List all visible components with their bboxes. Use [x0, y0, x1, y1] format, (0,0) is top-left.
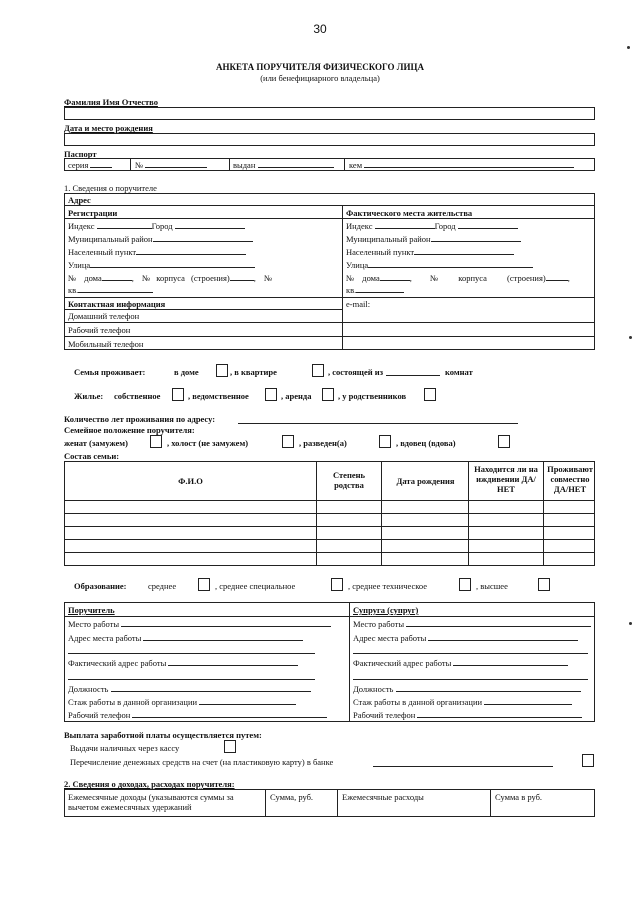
passport-by-label: кем — [349, 160, 363, 170]
married-checkbox[interactable] — [150, 435, 162, 448]
rooms-count-field[interactable] — [386, 368, 440, 376]
reg-city-label: Город — [151, 221, 173, 231]
reg-district-label: Муниципальный район — [68, 234, 153, 244]
education-secondary: среднее — [148, 581, 177, 591]
edu-higher-checkbox[interactable] — [538, 578, 550, 591]
reg-index-field[interactable] — [97, 221, 152, 229]
family-col-fio: Ф.И.О — [178, 476, 203, 486]
act-district-label: Муниципальный район — [346, 234, 431, 244]
act-kv-label: кв. — [346, 285, 357, 295]
passport-row — [64, 158, 595, 171]
income-col-sum-rub: Сумма в руб. — [495, 792, 543, 802]
act-district-field[interactable] — [431, 234, 521, 242]
scan-dot — [627, 46, 630, 49]
scan-dot-2 — [629, 336, 632, 339]
family-col-birth: Дата рождения — [396, 476, 455, 486]
registration-heading: Регистрации — [68, 208, 118, 218]
form-subtitle: (или бенефициарного владельца) — [260, 73, 380, 83]
family-lives-label: Семья проживает: — [74, 367, 146, 377]
actual-address-heading: Фактического места жительства — [346, 208, 473, 218]
edu-secondary-checkbox[interactable] — [198, 578, 210, 591]
years-label: Количество лет проживания по адресу: — [64, 414, 216, 424]
g-position-field[interactable] — [111, 684, 311, 692]
income-col-monthly: Ежемесячные доходы (указываются суммы за вычетом ежемесячных удержаний — [68, 792, 234, 812]
education-technical: , среднее техническое — [348, 581, 428, 591]
table-row — [65, 526, 594, 527]
salary-transfer: Перечисление денежных средств на счет (на пластиковую карту) в банке — [70, 757, 334, 767]
s-place-field[interactable] — [406, 619, 591, 627]
salary-transfer-checkbox[interactable] — [582, 754, 594, 767]
passport-series-field[interactable] — [68, 160, 112, 170]
passport-series-label: серия — [68, 160, 89, 170]
address-label: Адрес — [68, 195, 91, 205]
reg-city-field[interactable] — [175, 221, 245, 229]
reg-index-label: Индекс — [68, 221, 95, 231]
mobile-phone-label: Мобильный телефон — [68, 339, 144, 349]
housing-relatives: , у родственников — [338, 391, 407, 401]
s-actual-field[interactable] — [453, 658, 568, 666]
reg-street-field[interactable] — [90, 260, 255, 268]
education-higher: , высшее — [476, 581, 508, 591]
act-no-label: № — [346, 273, 355, 283]
s-address-field[interactable] — [428, 633, 578, 641]
s-position-label: Должность — [353, 684, 394, 694]
widowed-checkbox[interactable] — [498, 435, 510, 448]
reg-kv-label: кв. — [68, 285, 79, 295]
single-checkbox[interactable] — [282, 435, 294, 448]
g-place-label: Место работы — [68, 619, 120, 629]
housing-own-checkbox[interactable] — [172, 388, 184, 401]
table-row — [65, 552, 594, 553]
reg-house-label: дома — [84, 273, 102, 283]
act-settlement-field[interactable] — [414, 247, 514, 255]
scan-dot-3 — [629, 622, 632, 625]
s-phone-label: Рабочий телефон — [353, 710, 416, 720]
family-lives-house: в доме — [174, 367, 199, 377]
reg-korpus-label: корпуса — [156, 273, 185, 283]
reg-settlement-field[interactable] — [136, 247, 246, 255]
years-field[interactable] — [238, 416, 518, 424]
g-address-field-2[interactable] — [68, 646, 315, 654]
s-place-label: Место работы — [353, 619, 405, 629]
passport-issued-field[interactable] — [233, 160, 334, 170]
table-row — [65, 513, 594, 514]
passport-issued-label: выдан — [233, 160, 256, 170]
edu-special-checkbox[interactable] — [331, 578, 343, 591]
s-actual-label: Фактический адрес работы — [353, 658, 452, 668]
housing-rent: , аренда — [281, 391, 312, 401]
education-label: Образование: — [74, 581, 127, 591]
page-number: 30 — [313, 22, 327, 36]
g-tenure-field[interactable] — [199, 697, 296, 705]
housing-relatives-checkbox[interactable] — [424, 388, 436, 401]
marital-widowed: , вдовец (вдова) — [396, 438, 456, 448]
work-table — [64, 602, 595, 722]
g-actual-field-2[interactable] — [68, 672, 315, 680]
g-phone-field[interactable] — [132, 710, 327, 718]
housing-rent-checkbox[interactable] — [322, 388, 334, 401]
family-lives-consisting: , состоящей из — [328, 367, 384, 377]
marital-married: женат (замужем) — [64, 438, 128, 448]
income-table — [64, 789, 595, 817]
act-no2-label: № — [430, 273, 439, 283]
reg-no3-label: № — [263, 273, 273, 283]
act-city-field[interactable] — [458, 221, 518, 229]
fio-label: Фамилия Имя Отчество — [64, 97, 158, 107]
housing-own: собственное — [114, 391, 161, 401]
family-label: Состав семьи: — [64, 451, 120, 461]
marital-single: , холост (не замужем) — [167, 438, 249, 448]
guarantor-info-table: Адрес Регистрации Фактического места жительства Индекс Город Муниципальный район Населенный пункт Улица № дома , № корпуса (строения) , № кв. Индекс Город Муниципальный район Населенный пункт Улица № дома , № корпуса (строения) , кв. Контактная информация e-mail: Домашний телефон Рабочий телефон Мобильный телефон — [64, 193, 595, 350]
act-city-label: Город — [434, 221, 456, 231]
salary-cash-checkbox[interactable] — [224, 740, 236, 753]
table-row — [65, 539, 594, 540]
salary-label: Выплата заработной платы осуществляется путем: — [64, 730, 262, 740]
reg-no-label: № — [68, 273, 77, 283]
form-title: АНКЕТА ПОРУЧИТЕЛЯ ФИЗИЧЕСКОГО ЛИЦА — [215, 62, 424, 72]
income-col-expenses: Ежемесячные расходы — [342, 792, 424, 802]
education-special: , среднее специальное — [215, 581, 296, 591]
family-col-together: Проживают совместно ДА/НЕТ — [547, 464, 593, 494]
g-actual-field[interactable] — [168, 658, 298, 666]
s-address-field-2[interactable] — [353, 646, 588, 654]
g-place-field[interactable] — [121, 619, 331, 627]
act-stroenie-label: (строения) — [507, 273, 546, 283]
birth-field[interactable] — [64, 133, 595, 146]
s-position-field[interactable] — [396, 684, 581, 692]
housing-label: Жилье: — [74, 391, 104, 401]
work-spouse-heading: Супруга (супруг) — [353, 605, 419, 615]
reg-no2-label: № — [142, 273, 151, 283]
act-korpus-label: корпуса — [458, 273, 487, 283]
divorced-checkbox[interactable] — [379, 435, 391, 448]
passport-number-label: № — [135, 160, 144, 170]
act-settlement-label: Населенный пункт — [346, 247, 415, 257]
work-phone-label: Рабочий телефон — [68, 325, 131, 335]
act-house-field[interactable] — [380, 273, 410, 281]
section-1-heading: 1. Сведения о поручителе — [64, 183, 157, 193]
salary-cash: Выдачи наличных через кассу — [70, 743, 180, 753]
g-address-field[interactable] — [143, 633, 303, 641]
family-col-degree: Степень родства — [332, 470, 366, 490]
s-actual-field-2[interactable] — [353, 672, 588, 680]
birth-label: Дата и место рождения — [64, 123, 153, 133]
family-table — [64, 461, 595, 566]
act-street-field[interactable] — [368, 260, 533, 268]
reg-district-field[interactable] — [153, 234, 253, 242]
family-apartment-checkbox[interactable] — [312, 364, 324, 377]
act-index-label: Индекс — [346, 221, 373, 231]
family-lives-apartment: , в квартире — [230, 367, 277, 377]
reg-street-label: Улица — [68, 260, 91, 270]
s-phone-field[interactable] — [417, 710, 582, 718]
act-kv-field[interactable] — [356, 285, 404, 293]
reg-stroenie-label: (строения) — [191, 273, 230, 283]
marital-divorced: , разведен(а) — [299, 438, 347, 448]
act-korpus-field[interactable] — [546, 273, 568, 281]
family-house-checkbox[interactable] — [216, 364, 228, 377]
reg-korpus-field[interactable] — [230, 273, 254, 281]
housing-dept: , ведомственное — [188, 391, 249, 401]
email-label: e-mail: — [346, 299, 371, 309]
home-phone-label: Домашний телефон — [68, 311, 140, 321]
work-guarantor-heading: Поручитель — [68, 605, 115, 615]
reg-kv-field[interactable] — [78, 285, 153, 293]
g-tenure-label: Стаж работы в данной организации — [68, 697, 198, 707]
s-tenure-label: Стаж работы в данной организации — [353, 697, 483, 707]
passport-by-field[interactable] — [349, 160, 574, 170]
s-tenure-field[interactable] — [484, 697, 572, 705]
g-address-label: Адрес места работы — [68, 633, 142, 643]
contact-heading: Контактная информация — [68, 299, 166, 309]
marital-label: Семейное положение поручителя: — [64, 425, 195, 435]
passport-label: Паспорт — [64, 149, 97, 159]
act-street-label: Улица — [346, 260, 369, 270]
reg-settlement-label: Населенный пункт — [68, 247, 137, 257]
g-actual-label: Фактический адрес работы — [68, 658, 167, 668]
s-address-label: Адрес места работы — [353, 633, 427, 643]
family-lives-rooms: комнат — [445, 367, 473, 377]
reg-house-field[interactable] — [102, 273, 132, 281]
income-heading: 2. Сведения о доходах, расходах поручителя: — [64, 779, 235, 789]
g-position-label: Должность — [68, 684, 109, 694]
act-house-label: дома — [362, 273, 380, 283]
edu-technical-checkbox[interactable] — [459, 578, 471, 591]
family-col-dependent: Находится ли на иждивении ДА/НЕТ — [474, 464, 538, 494]
passport-number-field[interactable] — [135, 160, 207, 170]
fio-field[interactable] — [64, 107, 595, 120]
income-col-sum: Сумма, руб. — [270, 792, 314, 802]
salary-bank-field[interactable] — [373, 759, 553, 767]
housing-dept-checkbox[interactable] — [265, 388, 277, 401]
g-phone-label: Рабочий телефон — [68, 710, 131, 720]
act-index-field[interactable] — [375, 221, 435, 229]
